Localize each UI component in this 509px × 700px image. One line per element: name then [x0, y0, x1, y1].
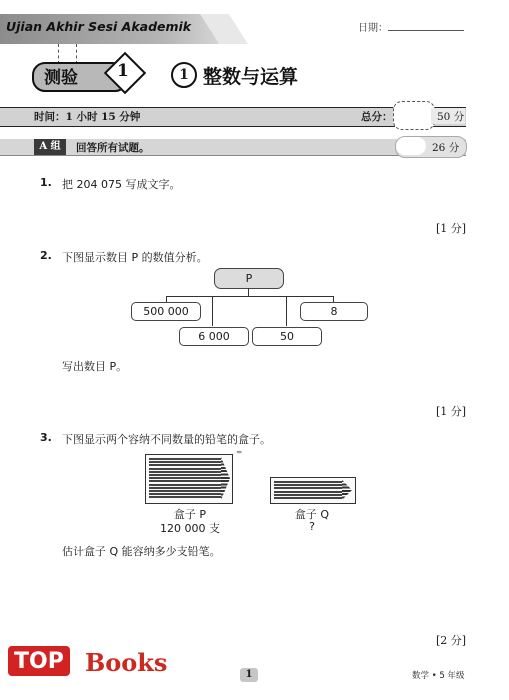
- topbooks-logo-top: TOP: [8, 646, 70, 676]
- tree-branch-box: 8: [300, 302, 368, 321]
- pencil-icon: [149, 464, 221, 466]
- tree-branch-box: 6 000: [179, 327, 249, 346]
- tree-branch-box: 500 000: [131, 302, 201, 321]
- quiz-number: 1: [117, 61, 129, 81]
- question-text: 把 204 075 写成文字。: [62, 178, 181, 191]
- pencil-icon: [149, 487, 221, 489]
- pencil-stack: [274, 481, 342, 500]
- pencil-tips: [221, 457, 230, 500]
- tree-branch-box: 50: [252, 327, 322, 346]
- box-p-count: 120 000 支: [160, 522, 220, 535]
- section-title: 回答所有试题。: [76, 142, 150, 154]
- dashed-divider: [76, 44, 77, 64]
- section-marks: 26 分: [432, 142, 460, 154]
- quiz-label: 测验: [44, 68, 78, 88]
- tree-connector: [286, 296, 287, 326]
- topic-title: 整数与运算: [203, 66, 299, 88]
- section-score-box[interactable]: [396, 137, 426, 155]
- box-q-name: 盒子 Q: [294, 508, 330, 521]
- pencil-tips: [342, 480, 352, 500]
- total-label: 总分：: [361, 111, 393, 123]
- total-value: 50 分: [437, 111, 465, 123]
- topic-number: 1: [171, 62, 197, 88]
- time-label: 时间：1 小时 15 分钟: [34, 111, 141, 123]
- pencil-icon: [149, 477, 221, 479]
- pencil-icon: [274, 487, 342, 489]
- question-prompt: 估计盒子 Q 能容纳多少支铅笔。: [62, 545, 221, 558]
- pencil-icon: [149, 496, 221, 498]
- question-number: 3.: [40, 431, 52, 444]
- pencil-icon: [149, 468, 221, 470]
- pencil-icon: [149, 474, 221, 476]
- question-marks: [2 分]: [436, 634, 467, 647]
- pencil-box-q: [270, 477, 356, 504]
- pencil-icon: [274, 497, 342, 499]
- question-text: 下图显示两个容纳不同数量的铅笔的盒子。: [62, 433, 271, 446]
- pencil-icon: [149, 480, 221, 482]
- pencil-stack: [149, 458, 221, 499]
- pencil-icon: [149, 493, 221, 495]
- pencil-icon: [274, 494, 342, 496]
- date-line: [388, 30, 464, 31]
- question-number: 2.: [40, 249, 52, 262]
- pencil-icon: [149, 458, 221, 460]
- score-box[interactable]: [393, 101, 435, 130]
- topbooks-logo-books: Books: [85, 648, 168, 677]
- pencil-box-p: [145, 454, 233, 504]
- pencil-icon: [149, 471, 221, 473]
- question-text: 下图显示数目 P 的数值分析。: [62, 251, 208, 264]
- pencil-icon: [274, 491, 342, 493]
- question-prompt: 写出数目 P。: [62, 360, 128, 373]
- pencil-icon: [149, 484, 221, 486]
- section-tag: A 组: [34, 139, 66, 155]
- subject-label: 数学 • 5 年级: [412, 671, 465, 681]
- question-number: 1.: [40, 176, 52, 189]
- dashed-divider: [58, 44, 59, 64]
- pencil-mark-scribble: ⁼: [236, 447, 243, 461]
- pencil-icon: [274, 484, 342, 486]
- series-title: Ujian Akhir Sesi Akademik: [6, 19, 192, 34]
- pencil-icon: [149, 461, 221, 463]
- question-marks: [1 分]: [436, 222, 467, 235]
- tree-connector: [166, 296, 333, 297]
- page-number: 1: [240, 668, 258, 682]
- tree-root-box: P: [214, 268, 284, 289]
- date-label: 日期：: [358, 23, 388, 34]
- pencil-icon: [149, 490, 221, 492]
- pencil-icon: [274, 481, 342, 483]
- box-p-name: 盒子 P: [173, 508, 207, 521]
- tree-connector: [212, 296, 213, 326]
- tree-connector: [248, 288, 249, 296]
- question-marks: [1 分]: [436, 405, 467, 418]
- box-q-count: ?: [309, 520, 315, 533]
